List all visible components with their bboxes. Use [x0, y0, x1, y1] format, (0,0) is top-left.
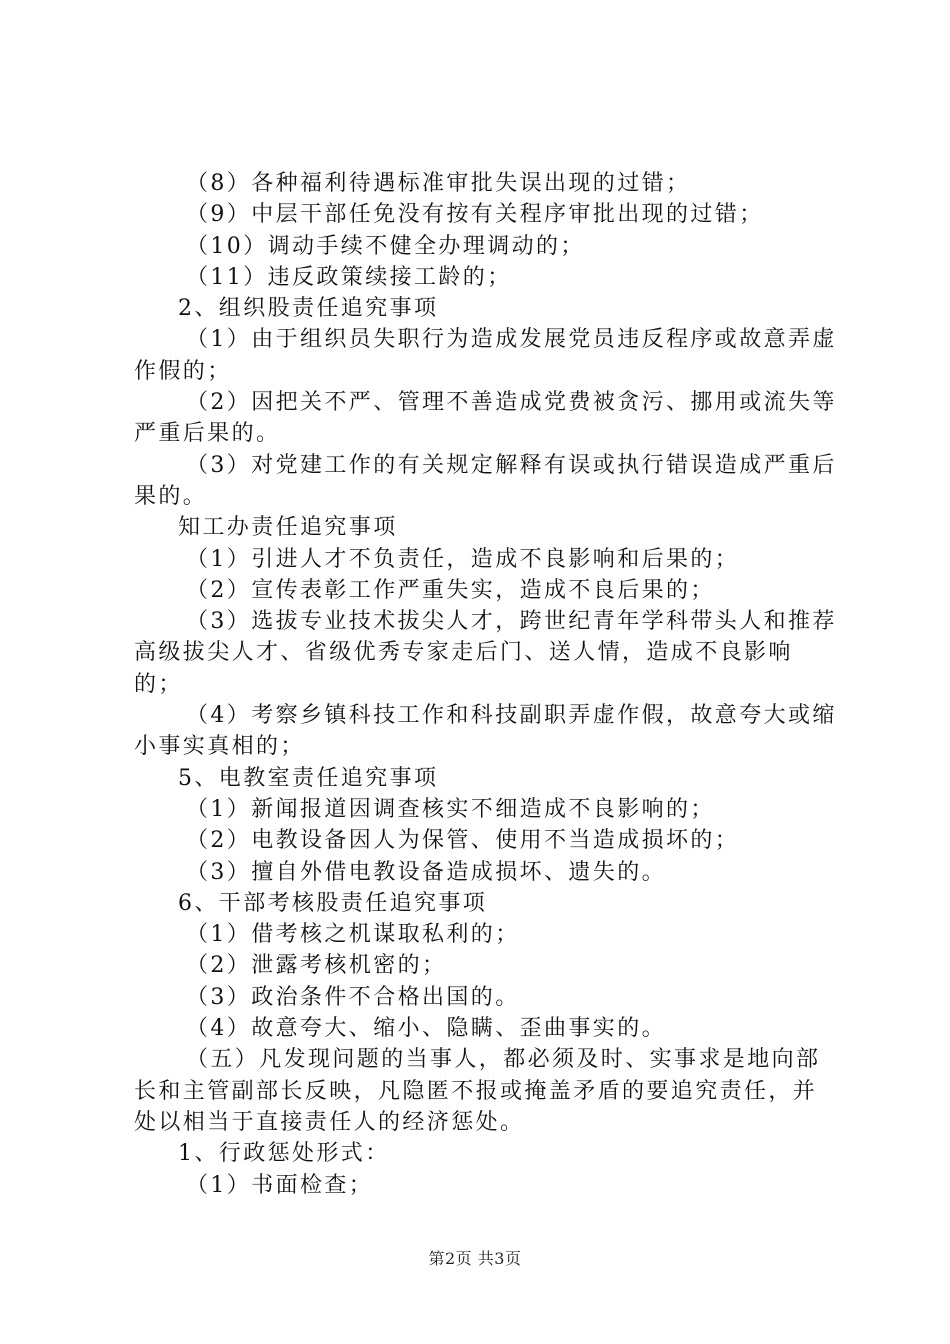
paragraph: （9）中层干部任免没有按有关程序审批出现的过错；: [186, 202, 764, 228]
paragraph: （10）调动手续不健全办理调动的；: [186, 233, 585, 259]
paragraph: （1）书面检查；: [186, 1172, 374, 1198]
paragraph: （3）政治条件不合格出国的。: [186, 984, 520, 1010]
section-heading: 2、组织股责任追究事项: [178, 296, 439, 322]
paragraph: （1）新闻报道因调查核实不细造成不良影响的；: [186, 796, 715, 822]
document-body: [134, 168, 838, 1201]
paragraph: （4）故意夸大、缩小、隐瞒、歪曲事实的。: [186, 1016, 666, 1042]
paragraph: （8）各种福利待遇标准审批失误出现的过错；: [186, 171, 691, 196]
section-heading: 6、干部考核股责任追究事项: [178, 890, 488, 916]
section-heading: 5、电教室责任追究事项: [178, 765, 439, 791]
paragraph: （4）考察乡镇科技工作和科技副职弄虚作假，故意夸大或缩小事实真相的；: [134, 703, 837, 760]
paragraph: （2）泄露考核机密的；: [186, 953, 447, 979]
paragraph: （3）对党建工作的有关规定解释有误或执行错误造成严重后果的。: [134, 452, 837, 509]
paragraph: （11）违反政策续接工龄的；: [186, 264, 512, 290]
section-heading: 1、行政惩处形式：: [178, 1141, 390, 1167]
paragraph: （1）借考核之机谋取私利的；: [186, 922, 520, 948]
paragraph: （1）引进人才不负责任，造成不良影响和后果的；: [186, 546, 740, 572]
page-footer: [0, 1246, 950, 1269]
paragraph: （3）选拔专业技术拔尖人才，跨世纪青年学科带头人和推荐高级拔尖人才、省级优秀专家走后门、送人情，造成不良影响的；: [134, 609, 837, 697]
paragraph: （2）因把关不严、管理不善造成党费被贪污、挪用或流失等严重后果的。: [134, 390, 837, 447]
paragraph: （2）电教设备因人为保管、使用不当造成损坏的；: [186, 828, 740, 854]
paragraph: （五）凡发现问题的当事人，都必须及时、实事求是地向部长和主管副部长反映，凡隐匿不报或掩盖矛盾的要追究责任，并处以相当于直接责任人的经济惩处。: [134, 1047, 821, 1135]
paragraph: （3）擅自外借电教设备造成损坏、遗失的。: [186, 859, 666, 885]
section-heading: 知工办责任追究事项: [178, 515, 398, 541]
paragraph: （2）宣传表彰工作严重失实，造成不良后果的；: [186, 577, 715, 603]
paragraph: （1）由于组织员失职行为造成发展党员违反程序或故意弄虚作假的；: [134, 327, 837, 384]
page-number: 第2页 共3页: [428, 1249, 522, 1268]
